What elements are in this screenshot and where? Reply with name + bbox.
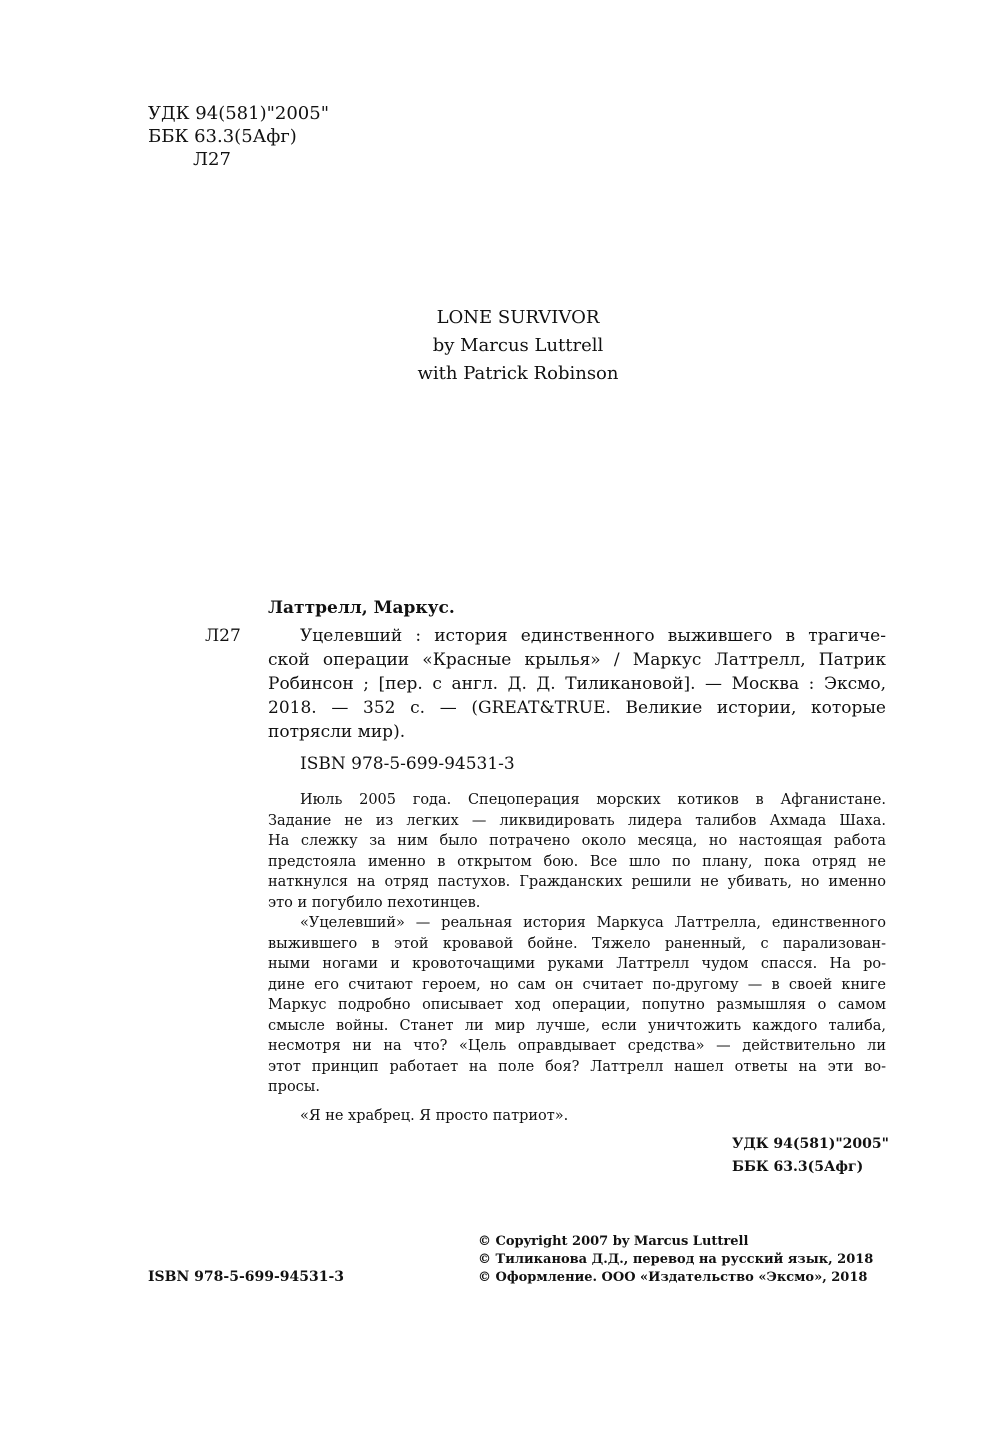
annotation-line: На слежку за ним было потрачено около месяца, но настоящая работа <box>268 833 886 849</box>
annotation-line: просы. <box>268 1079 320 1095</box>
annotation-line: дине его считают героем, но сам он считает по-другому — в своей книге <box>268 976 886 993</box>
annotation-line: Маркус подробно описывает ход операции, попутно размышляя о самом <box>268 997 886 1013</box>
copyright-line: © Copyright 2007 by Marcus Luttrell <box>478 1234 749 1249</box>
annotation-line: выжившего в этой кровавой бойне. Тяжело раненный, с парализован- <box>268 935 886 952</box>
udk-code: УДК 94(581)"2005" <box>148 103 329 124</box>
original-author: by Marcus Luttrell <box>432 335 604 356</box>
record-description-line: 2018. — 352 с. — (GREAT&TRUE. Великие истории, которые <box>268 698 886 718</box>
record-sign: Л27 <box>205 626 241 646</box>
bottom-isbn: ISBN 978-5-699-94531-3 <box>148 1269 345 1285</box>
bottom-bbk-code: ББК 63.3(5Афг) <box>732 1159 864 1175</box>
annotation-line: Задание не из легких — ликвидировать лидера талибов Ахмада Шаха. <box>268 812 886 829</box>
annotation-line: предстояла именно в открытом бою. Все шло по плану, пока отряд не <box>268 853 886 870</box>
annotation-line: это и погубило пехотинцев. <box>268 894 481 911</box>
bottom-udk-code: УДК 94(581)"2005" <box>732 1136 889 1152</box>
annotation-line: «Уцелевший» — реальная история Маркуса Латтрелла, единственного <box>300 915 886 931</box>
copyright-line: © Тиликанова Д.Д., перевод на русский язык, 2018 <box>478 1252 874 1267</box>
record-description-line: ской операции «Красные крылья» / Маркус Латтрелл, Патрик <box>268 650 886 670</box>
bbk-code: ББК 63.3(5Афг) <box>148 126 297 147</box>
annotation-line: наткнулся на отряд пастухов. Гражданских решили не убивать, но именно <box>268 874 886 890</box>
record-description-line: Робинсон ; [пер. с англ. Д. Д. Тиликановой]. — Москва : Эксмо, <box>268 674 886 694</box>
annotation-line: Июль 2005 года. Спецоперация морских котиков в Афганистане. <box>300 792 886 808</box>
annotation-quote: «Я не храбрец. Я просто патриот». <box>300 1108 569 1124</box>
original-title: LONE SURVIVOR <box>436 307 600 328</box>
record-author-heading: Латтрелл, Маркус. <box>268 598 455 618</box>
annotation-line: смысле войны. Станет ли мир лучше, если уничтожить каждого талиба, <box>268 1017 886 1034</box>
record-description-line: потрясли мир). <box>268 722 406 742</box>
annotation-line: этот принцип работает на поле боя? Латтрелл нашел ответы на эти во- <box>268 1058 886 1075</box>
record-isbn: ISBN 978-5-699-94531-3 <box>300 754 515 774</box>
original-coauthor: with Patrick Robinson <box>417 363 619 384</box>
author-sign: Л27 <box>193 149 231 170</box>
record-description-line: Уцелевший : история единственного выжившего в трагиче- <box>300 626 886 646</box>
annotation-line: несмотря ни на что? «Цель оправдывает средства» — действительно ли <box>268 1038 886 1054</box>
copyright-line: © Оформление. ООО «Издательство «Эксмо», 2018 <box>478 1270 868 1285</box>
annotation-line: ными ногами и кровоточащими руками Латтрелл чудом спасся. На ро- <box>268 956 886 972</box>
